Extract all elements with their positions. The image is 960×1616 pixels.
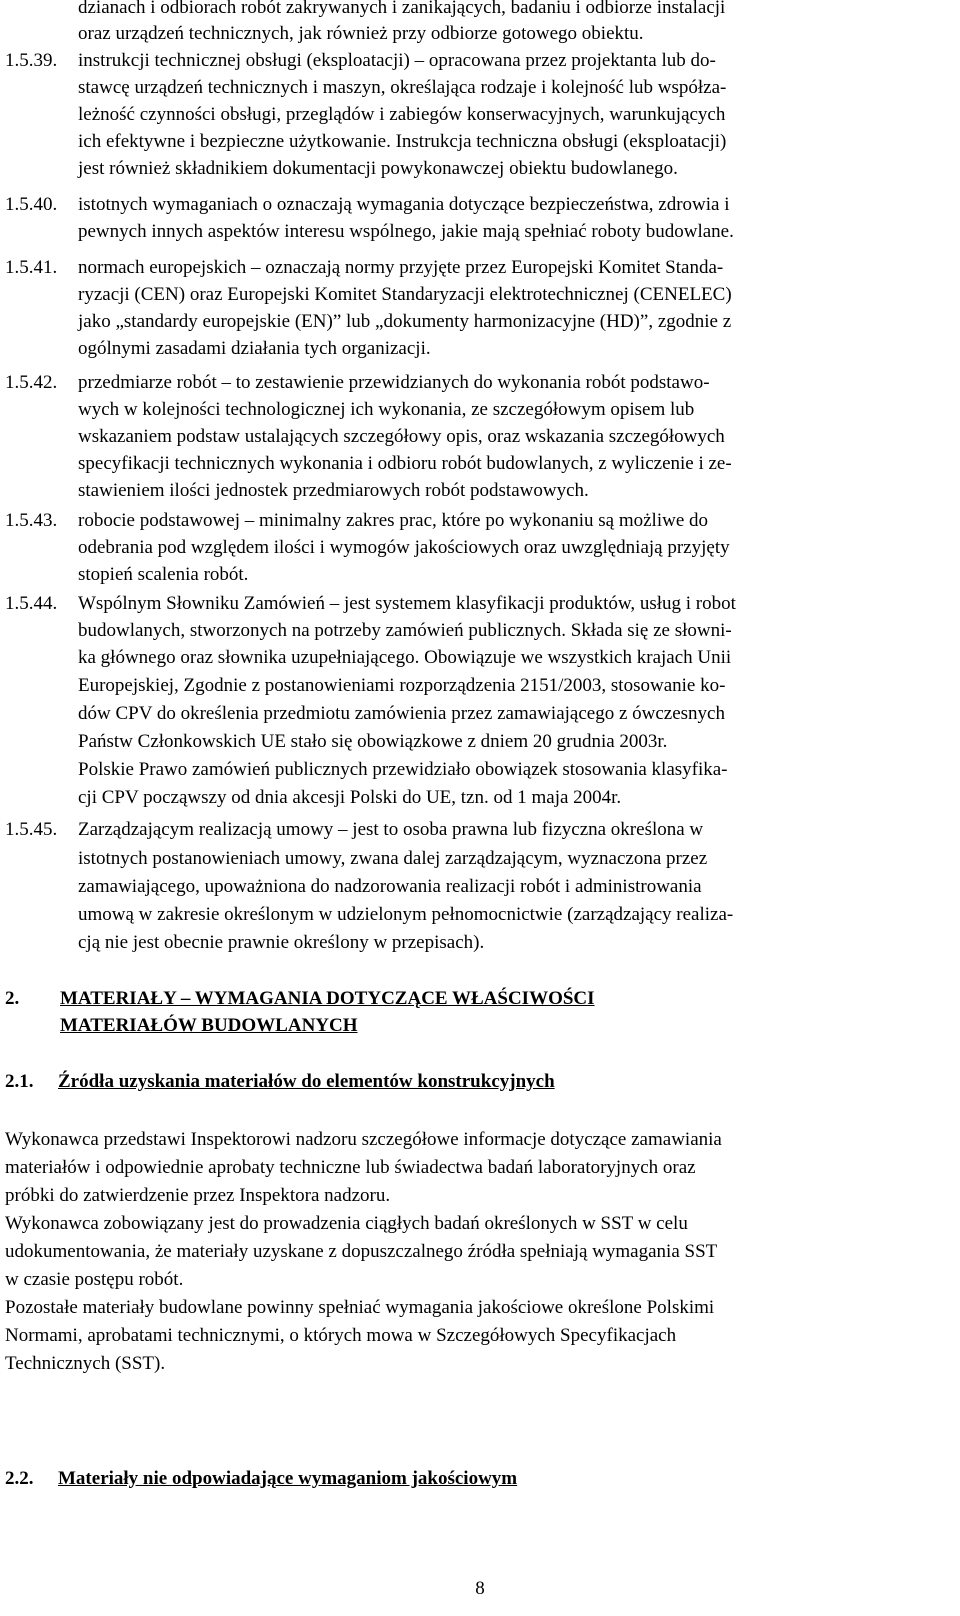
subsection-number: 2.1.	[5, 1071, 34, 1092]
subsection-number: 2.2.	[5, 1468, 34, 1489]
definition-line: Wspólnym Słowniku Zamówień – jest systemem klasyfikacji produktów, usług i robot	[78, 593, 736, 614]
paragraph-line: Wykonawca przedstawi Inspektorowi nadzoru szczegółowe informacje dotyczące zamawiania	[5, 1129, 722, 1150]
definition-line: umową w zakresie określonym w udzielonym pełnomocnictwie (zarządzający realiza-	[78, 904, 734, 925]
paragraph-line: w czasie postępu robót.	[5, 1269, 184, 1290]
paragraph-line: Pozostałe materiały budowlane powinny spełniać wymagania jakościowe określone Polskimi	[5, 1297, 715, 1318]
definition-line: stawieniem ilości jednostek przedmiarowych robót podstawowych.	[78, 480, 589, 501]
paragraph-line: udokumentowania, że materiały uzyskane z dopuszczalnego źródła spełniają wymagania SST	[5, 1241, 718, 1262]
paragraph-line: próbki do zatwierdzenie przez Inspektora nadzoru.	[5, 1185, 391, 1206]
definition-line: Zarządzającym realizacją umowy – jest to osoba prawna lub fizyczna określona w	[78, 819, 704, 840]
subsection-title: Źródła uzyskania materiałów do elementów konstrukcyjnych	[58, 1071, 555, 1092]
definition-line: wych w kolejności technologicznej ich wykonania, ze szczegółowym opisem lub	[78, 399, 695, 420]
definition-line: istotnych wymaganiach o oznaczają wymagania dotyczące bezpieczeństwa, zdrowia i	[78, 194, 730, 215]
definition-line: ich efektywne i bezpieczne użytkowanie. Instrukcja techniczna obsługi (eksploatacji)	[78, 131, 727, 152]
paragraph-line: Technicznych (SST).	[5, 1353, 166, 1374]
section-number: 2.	[5, 988, 20, 1009]
definition-line: stopień scalenia robót.	[78, 564, 249, 585]
definition-number: 1.5.42.	[5, 372, 58, 393]
definition-line: stawcę urządzeń technicznych i maszyn, określająca rodzaje i kolejność lub współza-	[78, 77, 727, 98]
definition-line: leżność czynności obsługi, przeglądów i zabiegów konserwacyjnych, warunkujących	[78, 104, 726, 125]
definition-line: Państw Członkowskich UE stało się obowiązkowe z dniem 20 grudnia 2003r.	[78, 731, 668, 752]
definition-line: robocie podstawowej – minimalny zakres prac, które po wykonaniu są możliwe do	[78, 510, 708, 531]
definition-line: ogólnymi zasadami działania tych organizacji.	[78, 338, 431, 359]
text-line: dzianach i odbiorach robót zakrywanych i zanikających, badaniu i odbiorze instalacji	[78, 0, 726, 18]
definition-line: budowlanych, stworzonych na potrzeby zamówień publicznych. Składa się ze słowni-	[78, 620, 732, 641]
definition-line: specyfikacji technicznych wykonania i odbioru robót budowlanych, z wyliczenie i ze-	[78, 453, 732, 474]
paragraph-line: Wykonawca zobowiązany jest do prowadzenia ciągłych badań określonych w SST w celu	[5, 1213, 688, 1234]
definition-line: cją nie jest obecnie prawnie określony w przepisach).	[78, 932, 485, 953]
section-title: MATERIAŁY – WYMAGANIA DOTYCZĄCE WŁAŚCIWOŚCI	[60, 988, 595, 1009]
definition-line: dów CPV do określenia przedmiotu zamówienia przez zamawiającego z ówczesnych	[78, 703, 725, 724]
definition-line: ka głównego oraz słownika uzupełniającego. Obowiązuje we wszystkich krajach Unii	[78, 647, 732, 668]
definition-number: 1.5.40.	[5, 194, 58, 215]
definition-line: cji CPV począwszy od dnia akcesji Polski do UE, tzn. od 1 maja 2004r.	[78, 787, 622, 808]
definition-number: 1.5.39.	[5, 50, 58, 71]
paragraph-line: materiałów i odpowiednie aprobaty techniczne lub świadectwa badań laboratoryjnych oraz	[5, 1157, 696, 1178]
definition-line: instrukcji technicznej obsługi (eksploatacji) – opracowana przez projektanta lub do-	[78, 50, 716, 71]
paragraph-line: Normami, aprobatami technicznymi, o których mowa w Szczegółowych Specyfikacjach	[5, 1325, 677, 1346]
definition-line: ryzacji (CEN) oraz Europejski Komitet Standaryzacji elektrotechnicznej (CENELEC)	[78, 284, 732, 305]
definition-line: Europejskiej, Zgodnie z postanowieniami rozporządzenia 2151/2003, stosowanie ko-	[78, 675, 726, 696]
definition-number: 1.5.43.	[5, 510, 58, 531]
section-title: MATERIAŁÓW BUDOWLANYCH	[60, 1015, 358, 1036]
definition-line: odebrania pod względem ilości i wymogów jakościowych oraz uwzględniają przyjęty	[78, 537, 730, 558]
definition-line: istotnych postanowieniach umowy, zwana dalej zarządzającym, wyznaczona przez	[78, 848, 708, 869]
definition-line: pewnych innych aspektów interesu wspólnego, jakie mają spełniać roboty budowlane.	[78, 221, 734, 242]
definition-line: jako „standardy europejskie (EN)” lub „dokumenty harmonizacyjne (HD)”, zgodnie z	[78, 311, 732, 332]
definition-number: 1.5.44.	[5, 593, 58, 614]
definition-line: Polskie Prawo zamówień publicznych przewidziało obowiązek stosowania klasyfika-	[78, 759, 728, 780]
definition-line: zamawiającego, upoważniona do nadzorowania realizacji robót i administrowania	[78, 876, 702, 897]
definition-number: 1.5.45.	[5, 819, 58, 840]
text-line: oraz urządzeń technicznych, jak również przy odbiorze gotowego obiektu.	[78, 23, 644, 44]
page-number: 8	[475, 1578, 485, 1599]
definition-line: jest również składnikiem dokumentacji powykonawczej obiektu budowlanego.	[78, 158, 678, 179]
definition-number: 1.5.41.	[5, 257, 58, 278]
definition-line: normach europejskich – oznaczają normy przyjęte przez Europejski Komitet Standa-	[78, 257, 724, 278]
definition-line: przedmiarze robót – to zestawienie przewidzianych do wykonania robót podstawo-	[78, 372, 710, 393]
definition-line: wskazaniem podstaw ustalających szczegółowy opis, oraz wskazania szczegółowych	[78, 426, 725, 447]
subsection-title: Materiały nie odpowiadające wymaganiom jakościowym	[58, 1468, 518, 1489]
